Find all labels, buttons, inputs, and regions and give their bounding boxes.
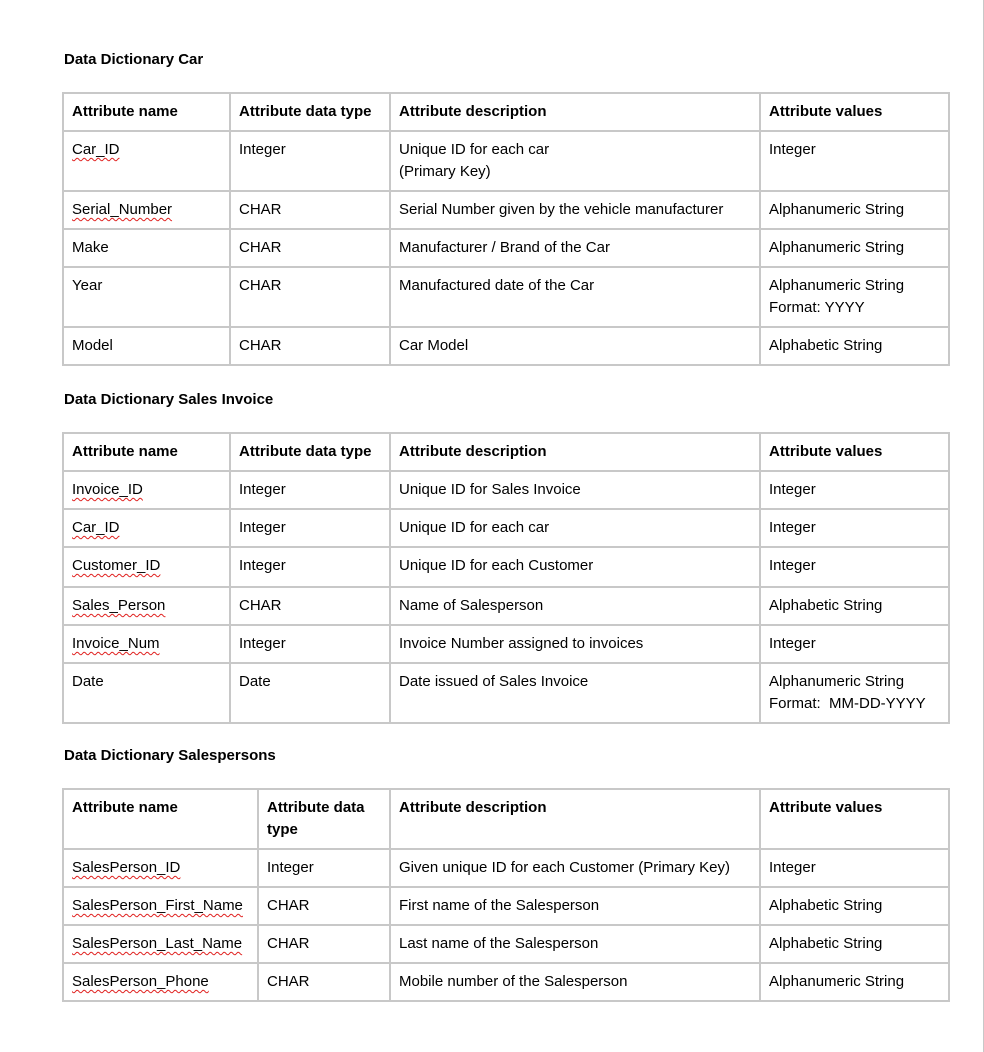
values-line: Format: MM-DD-YYYY xyxy=(769,695,926,712)
data-dictionary-salespersons-table xyxy=(62,788,950,1002)
attribute-description-cell: Manufactured date of the Car xyxy=(390,267,760,327)
table-row xyxy=(63,963,949,1001)
header-attribute-values: Attribute values xyxy=(760,433,949,471)
attribute-values-cell: Integer xyxy=(760,547,949,587)
attribute-description-cell: Unique ID for each car xyxy=(390,509,760,547)
attribute-name-cell xyxy=(63,963,258,1001)
table-row xyxy=(63,849,949,887)
attribute-name-text: Invoice_Num xyxy=(72,635,160,652)
attribute-name-text: Sales_Person xyxy=(72,597,166,614)
header-attribute-name: Attribute name xyxy=(63,93,230,131)
attribute-description-cell: Car Model xyxy=(390,327,760,365)
attribute-values-cell: Alphabetic String xyxy=(760,587,949,625)
attribute-description-cell: Unique ID for Sales Invoice xyxy=(390,471,760,509)
attribute-name-text: Customer_ID xyxy=(72,557,161,574)
attribute-type-cell: Integer xyxy=(258,849,390,887)
attribute-name-cell xyxy=(63,191,230,229)
attribute-name-cell xyxy=(63,131,230,191)
attribute-type-cell: CHAR xyxy=(230,267,390,327)
values-line: Alphanumeric String xyxy=(769,673,905,690)
attribute-values-cell: Integer xyxy=(760,509,949,547)
attribute-description-cell: Last name of the Salesperson xyxy=(390,925,760,963)
attribute-type-cell: CHAR xyxy=(258,963,390,1001)
attribute-name-text: SalesPerson_First_Name xyxy=(72,897,243,914)
attribute-name-cell xyxy=(63,471,230,509)
attribute-description-cell: Given unique ID for each Customer (Primary Key) xyxy=(390,849,760,887)
attribute-description-cell: Manufacturer / Brand of the Car xyxy=(390,229,760,267)
attribute-name-cell: Model xyxy=(63,327,230,365)
attribute-type-cell: CHAR xyxy=(230,587,390,625)
attribute-name-cell: Make xyxy=(63,229,230,267)
attribute-name-cell xyxy=(63,547,230,587)
attribute-name-cell xyxy=(63,925,258,963)
attribute-type-cell: CHAR xyxy=(258,887,390,925)
attribute-values-cell: Integer xyxy=(760,625,949,663)
attribute-name-text: Invoice_ID xyxy=(72,481,143,498)
header-attribute-name: Attribute name xyxy=(63,789,258,849)
attribute-type-cell: Integer xyxy=(230,131,390,191)
table-row xyxy=(63,925,949,963)
header-attribute-description: Attribute description xyxy=(390,789,760,849)
data-dictionary-sales-invoice-table xyxy=(62,432,950,724)
attribute-description-cell: Mobile number of the Salesperson xyxy=(390,963,760,1001)
attribute-type-cell: CHAR xyxy=(258,925,390,963)
attribute-type-cell: Integer xyxy=(230,509,390,547)
table-row xyxy=(63,587,949,625)
header-attribute-description: Attribute description xyxy=(390,433,760,471)
attribute-values-cell xyxy=(760,267,949,327)
header-attribute-values: Attribute values xyxy=(760,93,949,131)
description-line: Unique ID for each car xyxy=(399,141,550,158)
attribute-type-cell: CHAR xyxy=(230,327,390,365)
table-row xyxy=(63,663,949,723)
attribute-name-text: SalesPerson_Last_Name xyxy=(72,935,243,952)
table-row xyxy=(63,887,949,925)
attribute-name-cell xyxy=(63,509,230,547)
attribute-values-cell: Alphabetic String xyxy=(760,925,949,963)
table-row xyxy=(63,547,949,587)
attribute-values-cell: Integer xyxy=(760,471,949,509)
description-line: (Primary Key) xyxy=(399,163,491,180)
attribute-description-cell: Serial Number given by the vehicle manufacturer xyxy=(390,191,760,229)
table-row xyxy=(63,509,949,547)
attribute-description-cell: Name of Salesperson xyxy=(390,587,760,625)
data-dictionary-car-table xyxy=(62,92,950,366)
attribute-type-cell: CHAR xyxy=(230,191,390,229)
attribute-name-cell: Year xyxy=(63,267,230,327)
attribute-description-cell xyxy=(390,131,760,191)
table-header-row xyxy=(63,789,949,849)
attribute-description-cell: Invoice Number assigned to invoices xyxy=(390,625,760,663)
table-row xyxy=(63,327,949,365)
attribute-description-cell: Unique ID for each Customer xyxy=(390,547,760,587)
section-title-sales-invoice: Data Dictionary Sales Invoice xyxy=(64,391,274,408)
attribute-name-text: SalesPerson_Phone xyxy=(72,973,209,990)
section-title-car: Data Dictionary Car xyxy=(64,51,204,68)
attribute-values-cell: Alphanumeric String xyxy=(760,963,949,1001)
attribute-description-cell: Date issued of Sales Invoice xyxy=(390,663,760,723)
attribute-type-cell: Integer xyxy=(230,547,390,587)
attribute-values-cell: Alphabetic String xyxy=(760,887,949,925)
table-header-row xyxy=(63,93,949,131)
attribute-name-cell xyxy=(63,625,230,663)
attribute-description-cell: First name of the Salesperson xyxy=(390,887,760,925)
attribute-name-text: SalesPerson_ID xyxy=(72,859,181,876)
attribute-name-cell xyxy=(63,587,230,625)
values-line: Format: YYYY xyxy=(769,299,865,316)
table-row xyxy=(63,229,949,267)
attribute-name-cell: Date xyxy=(63,663,230,723)
attribute-name-text: Serial_Number xyxy=(72,201,173,218)
header-attribute-data-type: Attribute data type xyxy=(230,433,390,471)
header-attribute-description: Attribute description xyxy=(390,93,760,131)
attribute-name-cell xyxy=(63,849,258,887)
table-header-row xyxy=(63,433,949,471)
attribute-name-text: Car_ID xyxy=(72,141,120,158)
attribute-values-cell xyxy=(760,663,949,723)
attribute-values-cell: Alphanumeric String xyxy=(760,229,949,267)
header-attribute-values: Attribute values xyxy=(760,789,949,849)
table-row xyxy=(63,131,949,191)
attribute-type-cell: CHAR xyxy=(230,229,390,267)
table-row xyxy=(63,471,949,509)
table-row xyxy=(63,191,949,229)
header-attribute-data-type: Attribute data type xyxy=(258,789,390,849)
attribute-type-cell: Date xyxy=(230,663,390,723)
attribute-values-cell: Integer xyxy=(760,131,949,191)
attribute-values-cell: Alphanumeric String xyxy=(760,191,949,229)
values-line: Alphanumeric String xyxy=(769,277,905,294)
header-attribute-name: Attribute name xyxy=(63,433,230,471)
attribute-values-cell: Alphabetic String xyxy=(760,327,949,365)
attribute-name-cell xyxy=(63,887,258,925)
header-attribute-data-type: Attribute data type xyxy=(230,93,390,131)
attribute-name-text: Car_ID xyxy=(72,519,120,536)
attribute-type-cell: Integer xyxy=(230,471,390,509)
section-title-salespersons: Data Dictionary Salespersons xyxy=(64,747,276,764)
attribute-values-cell: Integer xyxy=(760,849,949,887)
table-row xyxy=(63,267,949,327)
attribute-type-cell: Integer xyxy=(230,625,390,663)
table-row xyxy=(63,625,949,663)
